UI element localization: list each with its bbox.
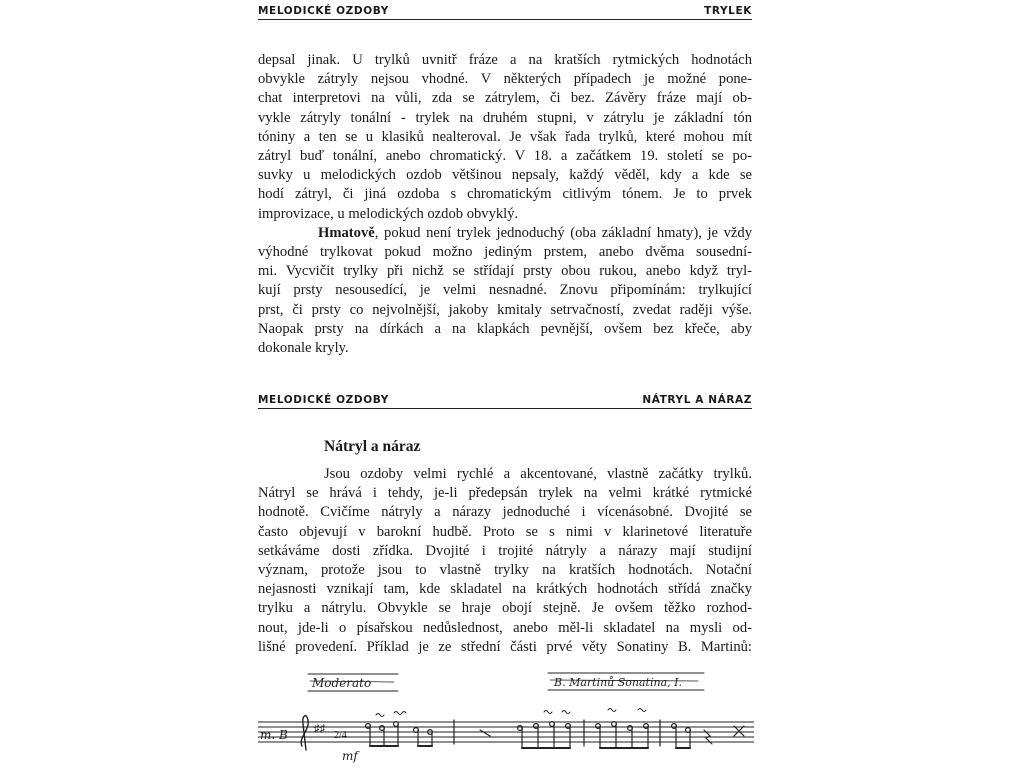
text-line: depsal jinak. U trylků uvnitř fráze a na kratších rytmických hodnotách	[258, 52, 752, 68]
text-line: setkáváme dosti zřídka. Dvojité i trojité nátryly a nárazy mají studijní	[258, 542, 752, 559]
text-line: hodnotě. Cvičíme nátryly a nárazy jednoduché i vícenásobné. Dvojité se	[258, 504, 752, 521]
text-line: význam, protože jsou to vlastně trylky na kratších hodnotách. Notační	[258, 562, 752, 579]
text-span: , pokud není trylek jednoduchý (oba základní hmaty), je vždy	[374, 224, 752, 241]
music-staff	[258, 722, 754, 742]
text-line: často objevují v barokní hudbě. Proto se s nimi v klarinetové literatuře	[258, 523, 752, 540]
text-line: Jsou ozdoby velmi rychlé a akcentované, vlastně začátky trylků.	[324, 466, 752, 482]
tempo-marking: Moderato	[312, 676, 372, 690]
text-line: Naopak prsty na dírkách a na klapkách pevnější, ovšem bez křeče, aby	[258, 320, 752, 337]
text-line	[258, 224, 752, 243]
running-header-top	[258, 5, 752, 20]
header-left-label: MELODICKÉ OZDOBY	[258, 394, 389, 406]
text-line: výhodné trylkovat pokud možno jediným prstem, anebo dvěma sousední-	[258, 244, 752, 260]
text-line: Nátryl se hrává i tehdy, je-li předepsán trylek na velmi krátké rytmické	[258, 485, 752, 502]
section-title: Nátryl a náraz	[324, 438, 421, 455]
text-line: suvky u melodických ozdob většinou nepsaly, každý věděl, kdy a kde se	[258, 167, 752, 184]
music-example	[258, 660, 754, 765]
time-signature-icon: 2/4	[334, 730, 347, 741]
text-line: mi. Vycvičit trylky při nichž se střídají prsty obou rukou, anebo když tryl-	[258, 263, 752, 280]
text-line: chat interpretovi na vůli, zda se zátrylem, či bez. Závěry fráze mají ob-	[258, 90, 752, 107]
instrument-label: m. B	[260, 728, 288, 742]
running-header-bottom	[258, 394, 752, 409]
lead-word: Hmatově	[318, 224, 375, 241]
text-line: improvizace, u melodických ozdob obvyklý.	[258, 205, 519, 222]
text-line: zátryl buď tonální, anebo chromatický. V 18. a začátkem 19. století se po-	[258, 148, 752, 165]
text-line: prst, či prsty co nejvolnější, jakoby kmitaly setrvačností, zvedat raději výše.	[258, 301, 752, 318]
trill-paragraph-2	[258, 224, 752, 358]
text-line: dokonale kryly.	[258, 340, 349, 357]
treble-clef-icon	[301, 716, 308, 750]
source-marking: B. Martinů Sonatina, I.	[554, 676, 682, 689]
text-line: kují prsty nesousedící, je velmi nesnadné. Znovu připomínám: trylkující	[258, 282, 752, 299]
natryl-paragraph	[258, 465, 752, 657]
header-right-label: NÁTRYL A NÁRAZ	[642, 394, 752, 406]
text-line: trylku a nátrylu. Obvykle se hraje obojí stejně. Je ovšem těžko rozhod-	[258, 600, 752, 617]
key-signature-icon: ♯♯	[314, 723, 325, 735]
text-line: obvykle zátryly nejsou vhodné. V některých případech je možné pone-	[258, 71, 752, 88]
notes-group-1	[366, 712, 490, 747]
text-line: nejasnosti vznikají tam, kde skladatel na krátkých hodnotách střídá značky	[258, 581, 752, 598]
text-line: lišné provedení. Příklad je ze střední části prvé věty Sonatiny B. Martinů:	[258, 638, 752, 655]
text-line: nout, jde-li o písařskou nedůslednost, anebo měl-li skladatel na mysli od-	[258, 619, 752, 636]
trill-paragraph-1	[258, 51, 752, 224]
header-left-label: MELODICKÉ OZDOBY	[258, 5, 389, 17]
dynamic-marking: mf	[342, 749, 358, 763]
text-line: tóniny a ten se u klasiků nealteroval. Je však řada trylků, které mohou mít	[258, 128, 752, 145]
text-line: vykle zátryly tonální - trylek na druhém stupni, v zátrylu je základní tón	[258, 109, 752, 126]
text-line: hodí zátryl, či jiná ozdoba s chromatickým citlivým tónem. Je to prvek	[258, 186, 752, 203]
header-right-label: TRYLEK	[704, 5, 752, 17]
